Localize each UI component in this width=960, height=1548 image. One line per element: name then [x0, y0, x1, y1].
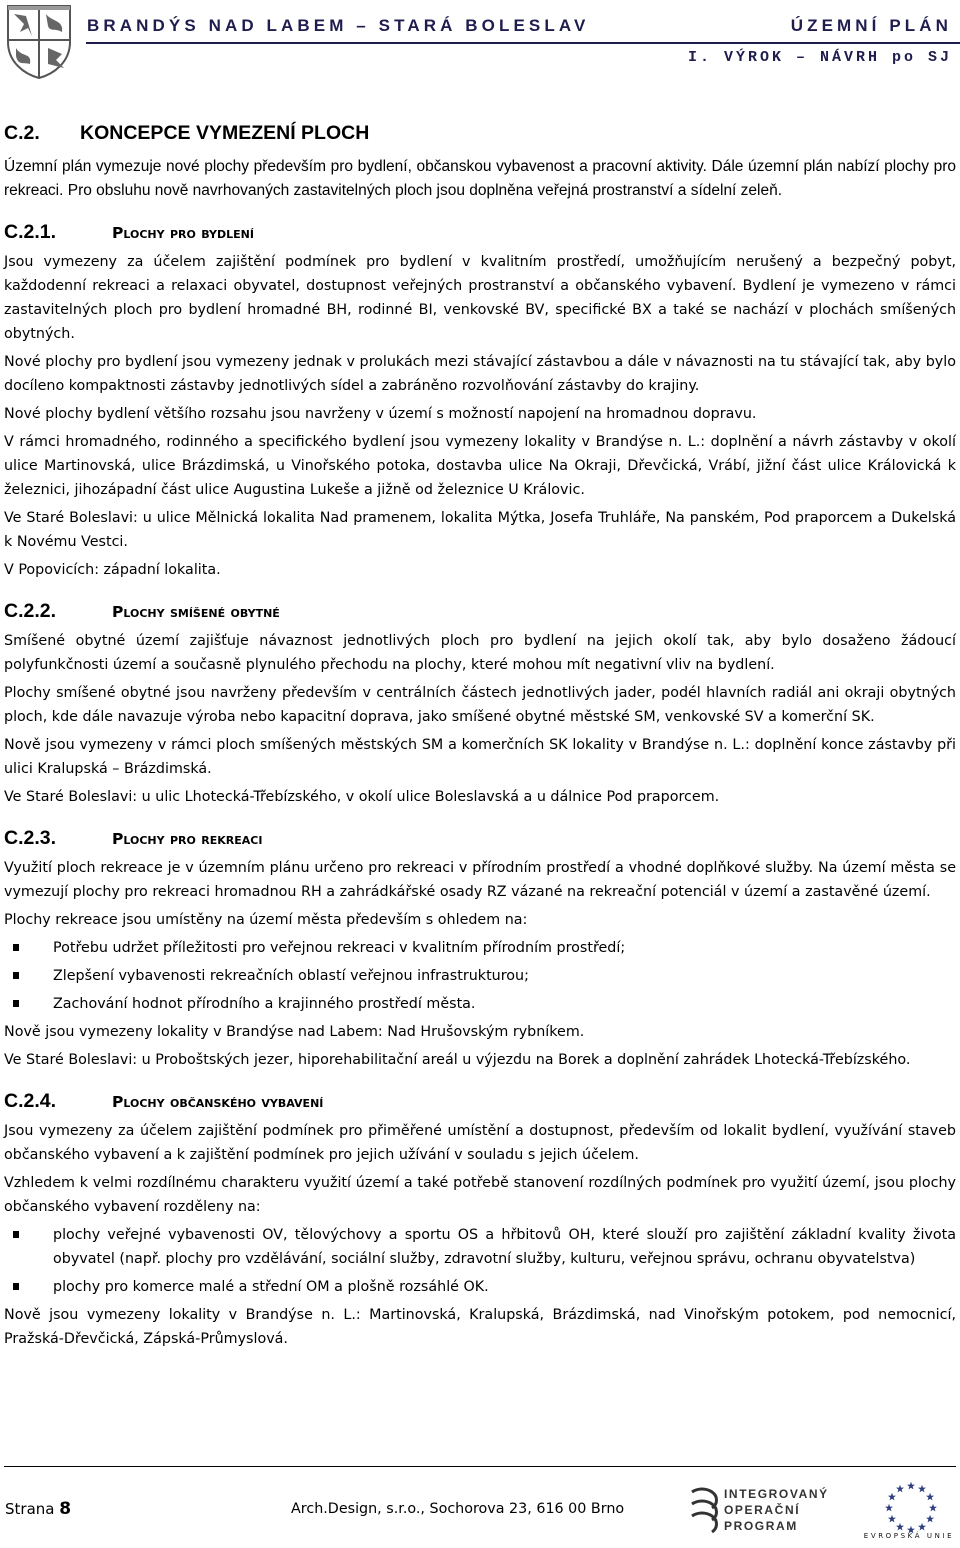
section-heading	[4, 122, 956, 145]
body-paragraph: Jsou vymezeny za účelem zajištění podmínek pro přiměřené umístění a dostupnost, především od lokalit bydlení, využívání staveb občanského vybavení a k zajištění podmínek pro jejich užívání v souladu s jejich účelem.	[4, 1123, 956, 1163]
subsection-number: C.2.4.	[4, 1090, 57, 1112]
bullet-square-icon	[13, 1000, 19, 1007]
subsection-heading	[4, 827, 956, 850]
eu-star	[888, 1493, 896, 1501]
eu-star	[918, 1485, 926, 1493]
body-paragraph: Nové plochy pro bydlení jsou vymezeny jednak v prolukách mezi stávající zástavbou a dále v návaznosti na tu stávající tak, aby bylo docíleno kompaktnosti zástavby jednotlivých sídel a zabráněno rozvolňování zástavby do krajiny.	[4, 354, 956, 394]
eu-label: EVROPSKÁ UNIE	[863, 1532, 955, 1540]
page-header	[0, 0, 960, 82]
list-item	[4, 964, 956, 988]
header-subtitle-right: I. VÝROK – NÁVRH po SJ	[687, 49, 952, 66]
section-number: C.2.	[4, 122, 40, 144]
subsections-container	[4, 221, 956, 1351]
eu-star	[926, 1515, 934, 1523]
eu-star	[885, 1504, 893, 1512]
section-title-rest: ONCEPCE VYMEZENÍ PLOCH	[94, 122, 370, 144]
header-title-left: BRANDÝS NAD LABEM – STARÁ BOLESLAV	[87, 16, 590, 35]
body-paragraph: Plochy smíšené obytné jsou navrženy především v centrálních částech jednotlivých jader, podél hlavních radiál ani okraji obytných ploch, kde dále navazuje výroba nebo kapacitní doprava, jako smíšené obytné městské SM, venkovské SV a komerční SK.	[4, 685, 956, 725]
body-paragraph: Ve Staré Boleslavi: u Proboštských jezer, hiporehabilitační areál u výjezdu na Borek a doplnění zahrádek Lhotecká-Třebízského.	[4, 1052, 911, 1068]
body-paragraph: Ve Staré Boleslavi: u ulic Lhotecká-Třebízského, v okolí ulice Boleslavská a u dálnice Pod praporcem.	[4, 789, 720, 805]
header-title-right: ÚZEMNÍ PLÁN	[790, 16, 952, 35]
bullet-square-icon	[13, 944, 19, 951]
city-coat-of-arms-icon	[4, 2, 74, 80]
body-paragraph: Ve Staré Boleslavi: u ulice Mělnická lokalita Nad pramenem, lokalita Mýtka, Josefa Truhláře, Na panském, Pod praporcem a Dukelská k Novému Vestci.	[4, 510, 956, 550]
subsection-title: Plochy pro rekreaci	[112, 830, 263, 848]
list-item	[4, 936, 956, 960]
list-item-text: plochy pro komerce malé a střední OM a plošně rozsáhlé OK.	[53, 1279, 489, 1295]
page-number: 8	[59, 1499, 72, 1519]
iop-line-2: OPERAČNÍ	[724, 1503, 801, 1517]
document-body	[4, 116, 956, 1355]
eu-star	[918, 1523, 926, 1531]
list-item-text: Zachování hodnot přírodního a krajinného prostředí města.	[53, 996, 476, 1012]
body-paragraph: Nově jsou vymezeny v rámci ploch smíšených městských SM a komerčních SK lokality v Brandýse n. L.: doplnění konce zástavby při ulici Kralupská – Brázdimská.	[4, 737, 956, 777]
subsection-number: C.2.1.	[4, 221, 57, 243]
subsection-title: Plochy smíšené obytné	[112, 603, 280, 621]
list-item	[4, 1275, 956, 1299]
eu-star	[896, 1523, 904, 1531]
body-paragraph: V Popovicích: západní lokalita.	[4, 562, 221, 578]
body-paragraph: Vzhledem k velmi rozdílnému charakteru využití území a také potřebě stanovení rozdílných podmínek pro využití území, jsou plochy občanského vybavení rozděleny na:	[4, 1175, 956, 1215]
body-paragraph: Smíšené obytné území zajišťuje návaznost jednotlivých ploch pro bydlení na jejich okolí tak, aby bylo dosaženo žádoucí polyfunkčnosti území a současně plynulého přechodu na plochy, které mohou mít negativní vliv na bydlení.	[4, 633, 956, 673]
eu-star	[926, 1493, 934, 1501]
body-paragraph: Jsou vymezeny za účelem zajištění podmínek pro bydlení v kvalitním prostředí, umožňujícím nerušený a bezpečný pobyt, každodenní rekreaci a relaxaci obyvatel, dostupnost veřejných prostranství a občanského vybavení. Bydlení je vymezeno v rámci zastavitelných ploch pro bydlení hromadné BH, rodinné BI, venkovské BV, specifické BX a také se nachází v plochách smíšených obytných.	[4, 254, 956, 342]
page-number-label	[5, 1499, 71, 1519]
list-item-text: plochy veřejné vybavenosti OV, tělovýchovy a sportu OS a hřbitovů OH, které slouží pro zajištění základní kvality života obyvatel (např. plochy pro vzdělávání, sociální služby, zdravotní služby, kulturu, veřejnou správu, ochranu obyvatelstva)	[53, 1227, 956, 1267]
list-item-text: Potřebu udržet příležitosti pro veřejnou rekreaci v kvalitním přírodním prostředí;	[53, 940, 626, 956]
subsection-heading	[4, 1090, 956, 1113]
bullet-list	[4, 936, 956, 1016]
page-label: Strana	[5, 1500, 55, 1518]
list-item	[4, 1223, 956, 1271]
subsection-title: Plochy pro bydlení	[112, 224, 254, 242]
body-paragraph: V rámci hromadného, rodinného a specifického bydlení jsou vymezeny lokality v Brandýse n. L.: doplnění a návrh zástavby v okolí ulice Martinovská, ulice Brázdimská, u Vinořského potoka, dostavba ulice Na Okraji, Dřevčická, Vrábí, jižní část ulice Královická k železnici, jihozápadní část ulice Augustina Lukeše a jižně od železnice U Královic.	[4, 434, 956, 498]
eu-star	[888, 1515, 896, 1523]
section-intro-paragraph: Územní plán vymezuje nové plochy především pro bydlení, občanskou vybavenost a pracovní aktivity. Dále územní plán nabízí plochy pro rekreaci. Pro obsluhu nově navrhovaných zastavitelných ploch jsou doplněna veřejná prostranství a sídelní zeleň.	[4, 158, 956, 199]
section-title-initial: K	[80, 122, 95, 144]
body-paragraph: Nově jsou vymezeny lokality v Brandýse n. L.: Martinovská, Kralupská, Brázdimská, nad Vinořským potokem, pod nemocnicí, Pražská-Dřevčická, Zápská-Průmyslová.	[4, 1307, 956, 1347]
bullet-list	[4, 1223, 956, 1299]
subsection-title: Plochy občanského vybavení	[112, 1093, 324, 1111]
iop-line-3: PROGRAM	[724, 1519, 798, 1533]
footer-company: Arch.Design, s.r.o., Sochorova 23, 616 00 Brno	[291, 1501, 625, 1517]
list-item-text: Zlepšení vybavenosti rekreačních oblastí veřejnou infrastrukturou;	[53, 968, 529, 984]
subsection-heading	[4, 600, 956, 623]
subsection-number: C.2.2.	[4, 600, 57, 622]
body-paragraph: Plochy rekreace jsou umístěny na území města především s ohledem na:	[4, 912, 528, 928]
bullet-square-icon	[13, 1283, 19, 1290]
subsection-number: C.2.3.	[4, 827, 57, 849]
body-paragraph: Využití ploch rekreace je v územním plánu určeno pro rekreaci v přírodním prostředí a vhodné doplňkové služby. Na území města se vymezují plochy pro rekreaci hromadnou RH a zahrádkářské osady RZ vázané na rekreační potenciál v území a zastavěné území.	[4, 860, 956, 900]
header-divider	[86, 42, 960, 44]
list-item	[4, 992, 956, 1016]
eu-star	[896, 1485, 904, 1493]
subsection-heading	[4, 221, 956, 244]
footer-divider	[4, 1466, 956, 1467]
iop-line-1: INTEGROVANÝ	[724, 1487, 829, 1501]
page-footer	[0, 1466, 960, 1548]
eu-star	[907, 1482, 915, 1490]
bullet-square-icon	[13, 972, 19, 979]
bullet-square-icon	[13, 1231, 19, 1238]
body-paragraph: Nově jsou vymezeny lokality v Brandýse nad Labem: Nad Hrušovským rybníkem.	[4, 1024, 585, 1040]
iop-logo-text	[724, 1486, 829, 1534]
eu-star	[929, 1504, 937, 1512]
body-paragraph: Nové plochy bydlení většího rozsahu jsou navrženy v území s možností napojení na hromadnou dopravu.	[4, 406, 757, 422]
